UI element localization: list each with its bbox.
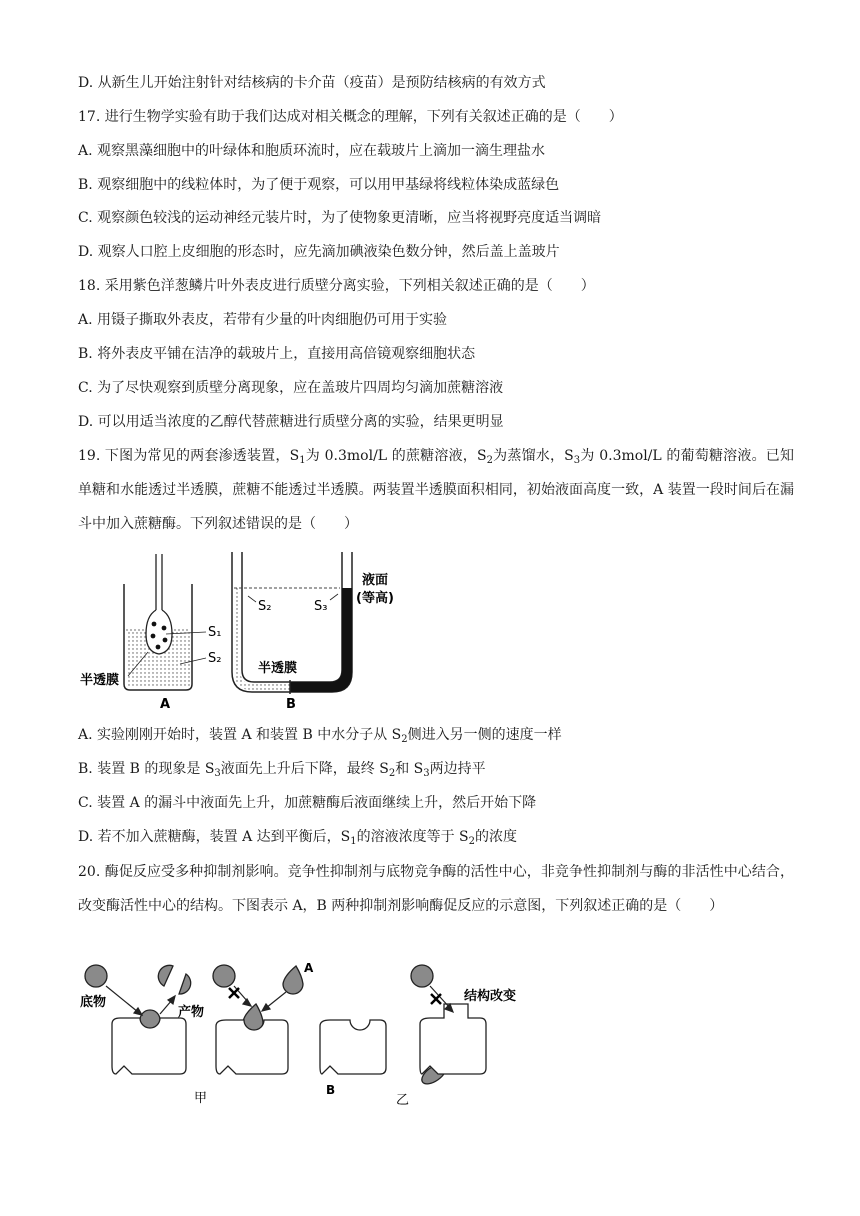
- label-s2-b: S₂: [258, 599, 272, 614]
- q19-stem: 19. 下图为常见的两套渗透装置，$S_1$为 0.3mol/L 的蔗糖溶液，$S_2$为蒸馏水，$S_3$为 0.3mol/L 的葡萄糖溶液。已知单糖和水能透过半透膜，蔗糖不能透过半透膜。两装置半透膜面积相同，初始液面高度一致，A 装置一段时间后在漏斗中加入蔗糖酶。下列叙述错误的是（ ）: [78, 448, 794, 532]
- label-structure-change: 结构改变: [464, 989, 517, 1004]
- q18-option-b: B. 将外表皮平铺在洁净的载玻片上，直接用高倍镜观察细胞状态: [78, 346, 476, 362]
- label-yi: 乙: [396, 1093, 410, 1108]
- label-s2-a: S₂: [208, 651, 222, 666]
- q18-option-c: C. 为了尽快观察到质壁分离现象，应在盖玻片四周均匀滴加蔗糖溶液: [78, 380, 504, 396]
- label-apparatus-a: A: [160, 697, 171, 712]
- q17-option-c: C. 观察颜色较浅的运动神经元装片时，为了使物象更清晰，应当将视野亮度适当调暗: [78, 210, 602, 226]
- q17-stem: 17. 进行生物学实验有助于我们达成对相关概念的理解，下列有关叙述正确的是（ ）: [78, 109, 623, 125]
- label-substrate: 底物: [80, 995, 107, 1010]
- label-inhibitor-a: A: [304, 961, 314, 975]
- label-s1: S₁: [208, 625, 222, 640]
- q20-stem: 20. 酶促反应受多种抑制剂影响。竞争性抑制剂与底物竞争酶的活性中心，非竞争性抑制剂与酶的非活性中心结合，改变酶活性中心的结构。下图表示 A，B 两种抑制剂影响酶促反应的示意图，下列叙述正确的是（ ）: [78, 864, 794, 914]
- apparatus-a: [80, 554, 221, 712]
- q17-option-d: D. 观察人口腔上皮细胞的形态时，应先滴加碘液染色数分钟，然后盖上盖玻片: [78, 244, 560, 260]
- label-membrane-b: 半透膜: [258, 661, 298, 676]
- q16-option-d: D. 从新生儿开始注射针对结核病的卡介苗（疫苗）是预防结核病的有效方式: [78, 75, 546, 91]
- label-membrane-a: 半透膜: [80, 673, 120, 688]
- q19-option-a: A. 实验刚刚开始时，装置 A 和装置 B 中水分子从 $S_2$侧进入另一侧的速度一样: [78, 727, 562, 745]
- label-apparatus-b: B: [286, 697, 296, 712]
- label-jia: 甲: [194, 1091, 208, 1106]
- apparatus-b: [232, 552, 394, 712]
- q18-option-d: D. 可以用适当浓度的乙醇代替蔗糖进行质壁分离的实验，结果更明显: [78, 414, 504, 430]
- q18-option-a: A. 用镊子撕取外表皮，若带有少量的叶肉细胞仍可用于实验: [78, 312, 448, 328]
- label-product: 产物: [178, 1005, 205, 1020]
- q19-option-c: C. 装置 A 的漏斗中液面先上升，加蔗糖酶后液面继续上升，然后开始下降: [78, 795, 537, 811]
- q19-option-d: D. 若不加入蔗糖酶，装置 A 达到平衡后，$S_1$的溶液浓度等于 $S_2$的浓度: [78, 829, 518, 847]
- label-equal-height: (等高): [356, 591, 394, 606]
- osmosis-figure: [76, 548, 416, 714]
- label-inhibitor-b: B: [326, 1083, 336, 1097]
- q17-option-a: A. 观察黑藻细胞中的叶绿体和胞质环流时，应在载玻片上滴加一滴生理盐水: [78, 143, 546, 159]
- enzyme-inhibition-figure: [76, 958, 536, 1108]
- label-s3: S₃: [314, 599, 328, 614]
- q17-option-b: B. 观察细胞中的线粒体时，为了便于观察，可以用甲基绿将线粒体染成蓝绿色: [78, 177, 560, 193]
- q18-stem: 18. 采用紫色洋葱鳞片叶外表皮进行质壁分离实验，下列相关叙述正确的是（ ）: [78, 278, 595, 294]
- label-liquid-surface: 液面: [362, 573, 389, 588]
- q19-option-b: B. 装置 B 的现象是 $S_3$液面先上升后下降，最终 $S_2$和 $S_3$两边持平: [78, 761, 486, 779]
